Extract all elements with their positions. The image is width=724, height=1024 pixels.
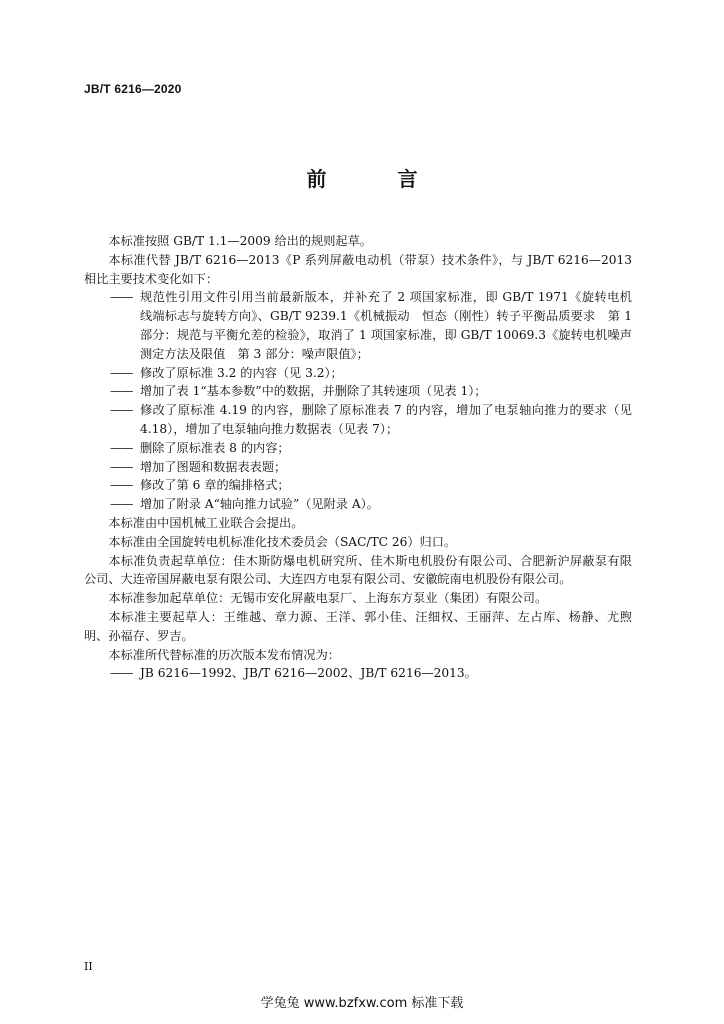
change-item bbox=[84, 476, 632, 495]
change-text: 修改了原标准 3.2 的内容（见 3.2）； bbox=[140, 365, 343, 380]
paragraph-replacement: 本标准代替 JB/T 6216—2013《P 系列屏蔽电动机（带泵）技术条件》，与 JB/T 6216—2013 相比主要技术变化如下： bbox=[84, 252, 632, 286]
document-body bbox=[84, 232, 645, 683]
dash-mark: —— bbox=[110, 365, 133, 380]
history-item bbox=[84, 664, 632, 683]
change-text: 增加了表 1“基本参数”中的数据，并删除了其转速项（见表 1）； bbox=[140, 384, 487, 399]
paragraph-history-intro: 本标准所代替标准的历次版本发布情况为： bbox=[108, 647, 340, 662]
change-item bbox=[84, 364, 632, 383]
dash-mark: —— bbox=[110, 440, 133, 455]
dash-mark: —— bbox=[110, 666, 133, 681]
dash-mark: —— bbox=[110, 478, 133, 493]
change-item bbox=[84, 495, 632, 514]
page-title: 前 言 bbox=[306, 167, 450, 191]
footer-watermark-text: 学兔兔 www.bzfxw.com 标准下载 bbox=[260, 996, 464, 1011]
change-text: 修改了第 6 章的编排格式； bbox=[140, 478, 290, 493]
standard-code: JB/T 6216—2020 bbox=[84, 82, 182, 96]
paragraph-lead-drafters: 本标准负责起草单位：佳木斯防爆电机研究所、佳木斯电机股份有限公司、合肥新沪屏蔽泵有限公司、大连帝国屏蔽电泵有限公司、大连四方电泵有限公司、安徽皖南电机股份有限公司。 bbox=[84, 553, 632, 587]
change-text: 增加了附录 A“轴向推力试验”（见附录 A）。 bbox=[140, 497, 379, 512]
paragraph-proposer: 本标准由中国机械工业联合会提出。 bbox=[108, 515, 304, 530]
paragraph-committee: 本标准由全国旋转电机标准化技术委员会（SAC/TC 26）归口。 bbox=[108, 534, 457, 549]
change-item bbox=[84, 439, 632, 458]
change-item bbox=[84, 382, 632, 401]
paragraph-participating-drafters: 本标准参加起草单位：无锡市安化屏蔽电泵厂、上海东方泵业（集团）有限公司。 bbox=[108, 591, 548, 606]
change-text: 修改了原标准 4.19 的内容，删除了原标准表 7 的内容，增加了电泵轴向推力的要求（见 4.18），增加了电泵轴向推力数据表（见表 7）； bbox=[140, 403, 632, 436]
dash-mark: —— bbox=[110, 459, 133, 474]
change-text: 删除了原标准表 8 的内容； bbox=[140, 440, 290, 455]
paragraph-drafting-rule: 本标准按照 GB/T 1.1—2009 给出的规则起草。 bbox=[108, 234, 372, 248]
dash-mark: —— bbox=[110, 497, 133, 512]
change-text: 增加了图题和数据表表题； bbox=[140, 459, 287, 474]
change-item bbox=[84, 401, 632, 439]
paragraph-main-authors: 本标准主要起草人：王维越、章力源、王洋、郭小佳、汪细权、王丽萍、左占库、杨静、尤煦明、孙福存、罗吉。 bbox=[84, 609, 632, 643]
change-item bbox=[84, 288, 645, 363]
dash-mark: —— bbox=[110, 290, 133, 305]
dash-mark: —— bbox=[110, 384, 133, 399]
page-number: II bbox=[84, 960, 93, 973]
history-text: JB 6216—1992、JB/T 6216—2002、JB/T 6216—2013。 bbox=[140, 666, 477, 681]
change-text: 规范性引用文件引用当前最新版本，并补充了 2 项国家标准，即 GB/T 1971《旋转电机 线端标志与旋转方向》、GB/T 9239.1《机械振动 恒态（刚性）转子平衡品质要求 第 1 部分：规范与平衡允差的检验》，取消了 1 项国家标准，即 GB/T 10069.3《旋转电机噪声测定方法及限值 第 3 部分：噪声限值》； bbox=[140, 290, 645, 361]
change-item bbox=[84, 458, 632, 477]
dash-mark: —— bbox=[110, 403, 133, 418]
